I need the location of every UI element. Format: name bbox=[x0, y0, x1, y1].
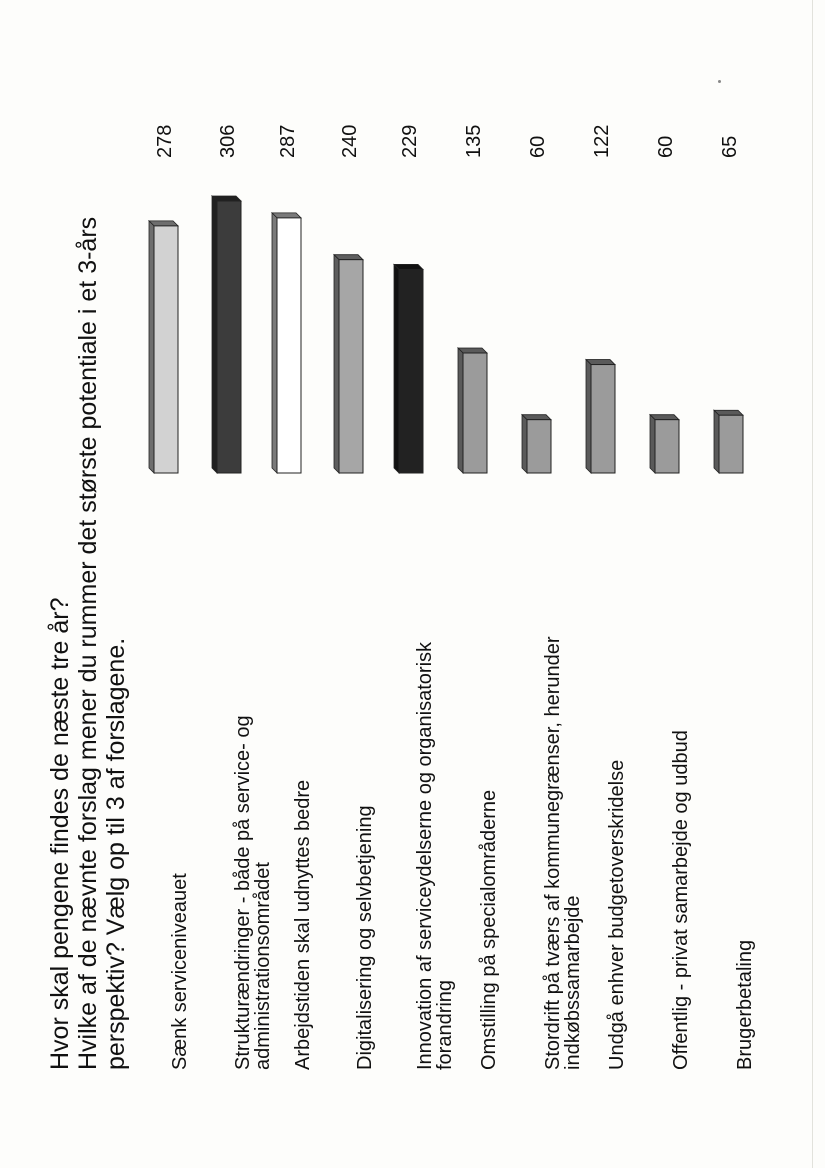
value-labels bbox=[154, 125, 741, 158]
bar bbox=[591, 365, 615, 473]
value-label: 306 bbox=[217, 124, 239, 158]
bar-side-face bbox=[714, 410, 719, 473]
bar bbox=[154, 226, 178, 473]
category-label: Brugerbetaling bbox=[734, 939, 756, 1070]
bar-side-face bbox=[149, 221, 154, 473]
category-label: Undgå enhver budgetoverskridelse bbox=[606, 759, 628, 1070]
value-label: 122 bbox=[591, 124, 613, 158]
category-label: Strukturændringer - både på service- og bbox=[232, 715, 254, 1070]
category-label: Stordrift på tværs af kommunegrænser, herunder bbox=[542, 636, 564, 1070]
category-label: Offentlig - privat samarbejde og udbud bbox=[670, 730, 692, 1070]
category-label: Innovation af serviceydelserne og organisatorisk bbox=[414, 641, 436, 1070]
category-label: indkøbssamarbejde bbox=[562, 895, 584, 1070]
value-label: 60 bbox=[527, 135, 549, 158]
value-label: 240 bbox=[339, 124, 361, 158]
value-label: 287 bbox=[277, 124, 299, 158]
chart-title bbox=[46, 217, 130, 1070]
value-label: 60 bbox=[655, 135, 677, 158]
category-label: Sænk serviceniveauet bbox=[169, 873, 191, 1070]
bar-side-face bbox=[394, 264, 399, 473]
bar-side-face bbox=[458, 348, 463, 473]
bars bbox=[149, 196, 743, 473]
bar-side-face bbox=[212, 196, 217, 473]
bar-side-face bbox=[650, 415, 655, 473]
value-label: 135 bbox=[463, 124, 485, 158]
bar bbox=[277, 218, 301, 473]
chart-title-line: perspektiv? Vælg op til 3 af forslagene. bbox=[102, 637, 130, 1070]
category-label: administrationsområdet bbox=[252, 862, 274, 1070]
category-labels bbox=[169, 636, 756, 1070]
category-label: Arbejdstiden skal udnyttes bedre bbox=[292, 779, 314, 1070]
bar bbox=[463, 353, 487, 473]
bar-side-face bbox=[272, 213, 277, 473]
bar-side-face bbox=[586, 360, 591, 473]
bar bbox=[527, 420, 551, 473]
value-label: 278 bbox=[154, 124, 176, 158]
chart-title-line: Hvilke af de nævnte forslag mener du rummer det største potentiale i et 3-års bbox=[74, 216, 102, 1070]
value-label: 229 bbox=[399, 124, 421, 158]
category-label: Omstilling på specialområderne bbox=[478, 789, 500, 1070]
bar bbox=[719, 415, 743, 473]
bar-side-face bbox=[522, 415, 527, 473]
bar bbox=[339, 260, 363, 473]
bar bbox=[399, 269, 423, 473]
value-label: 65 bbox=[719, 135, 741, 158]
category-label: forandring bbox=[434, 979, 456, 1070]
bar bbox=[217, 201, 241, 473]
bar-side-face bbox=[334, 255, 339, 473]
bar bbox=[655, 420, 679, 473]
chart-title-line: Hvor skal pengene findes de næste tre år? bbox=[46, 597, 74, 1070]
category-label: Digitalisering og selvbetjening bbox=[354, 805, 376, 1070]
